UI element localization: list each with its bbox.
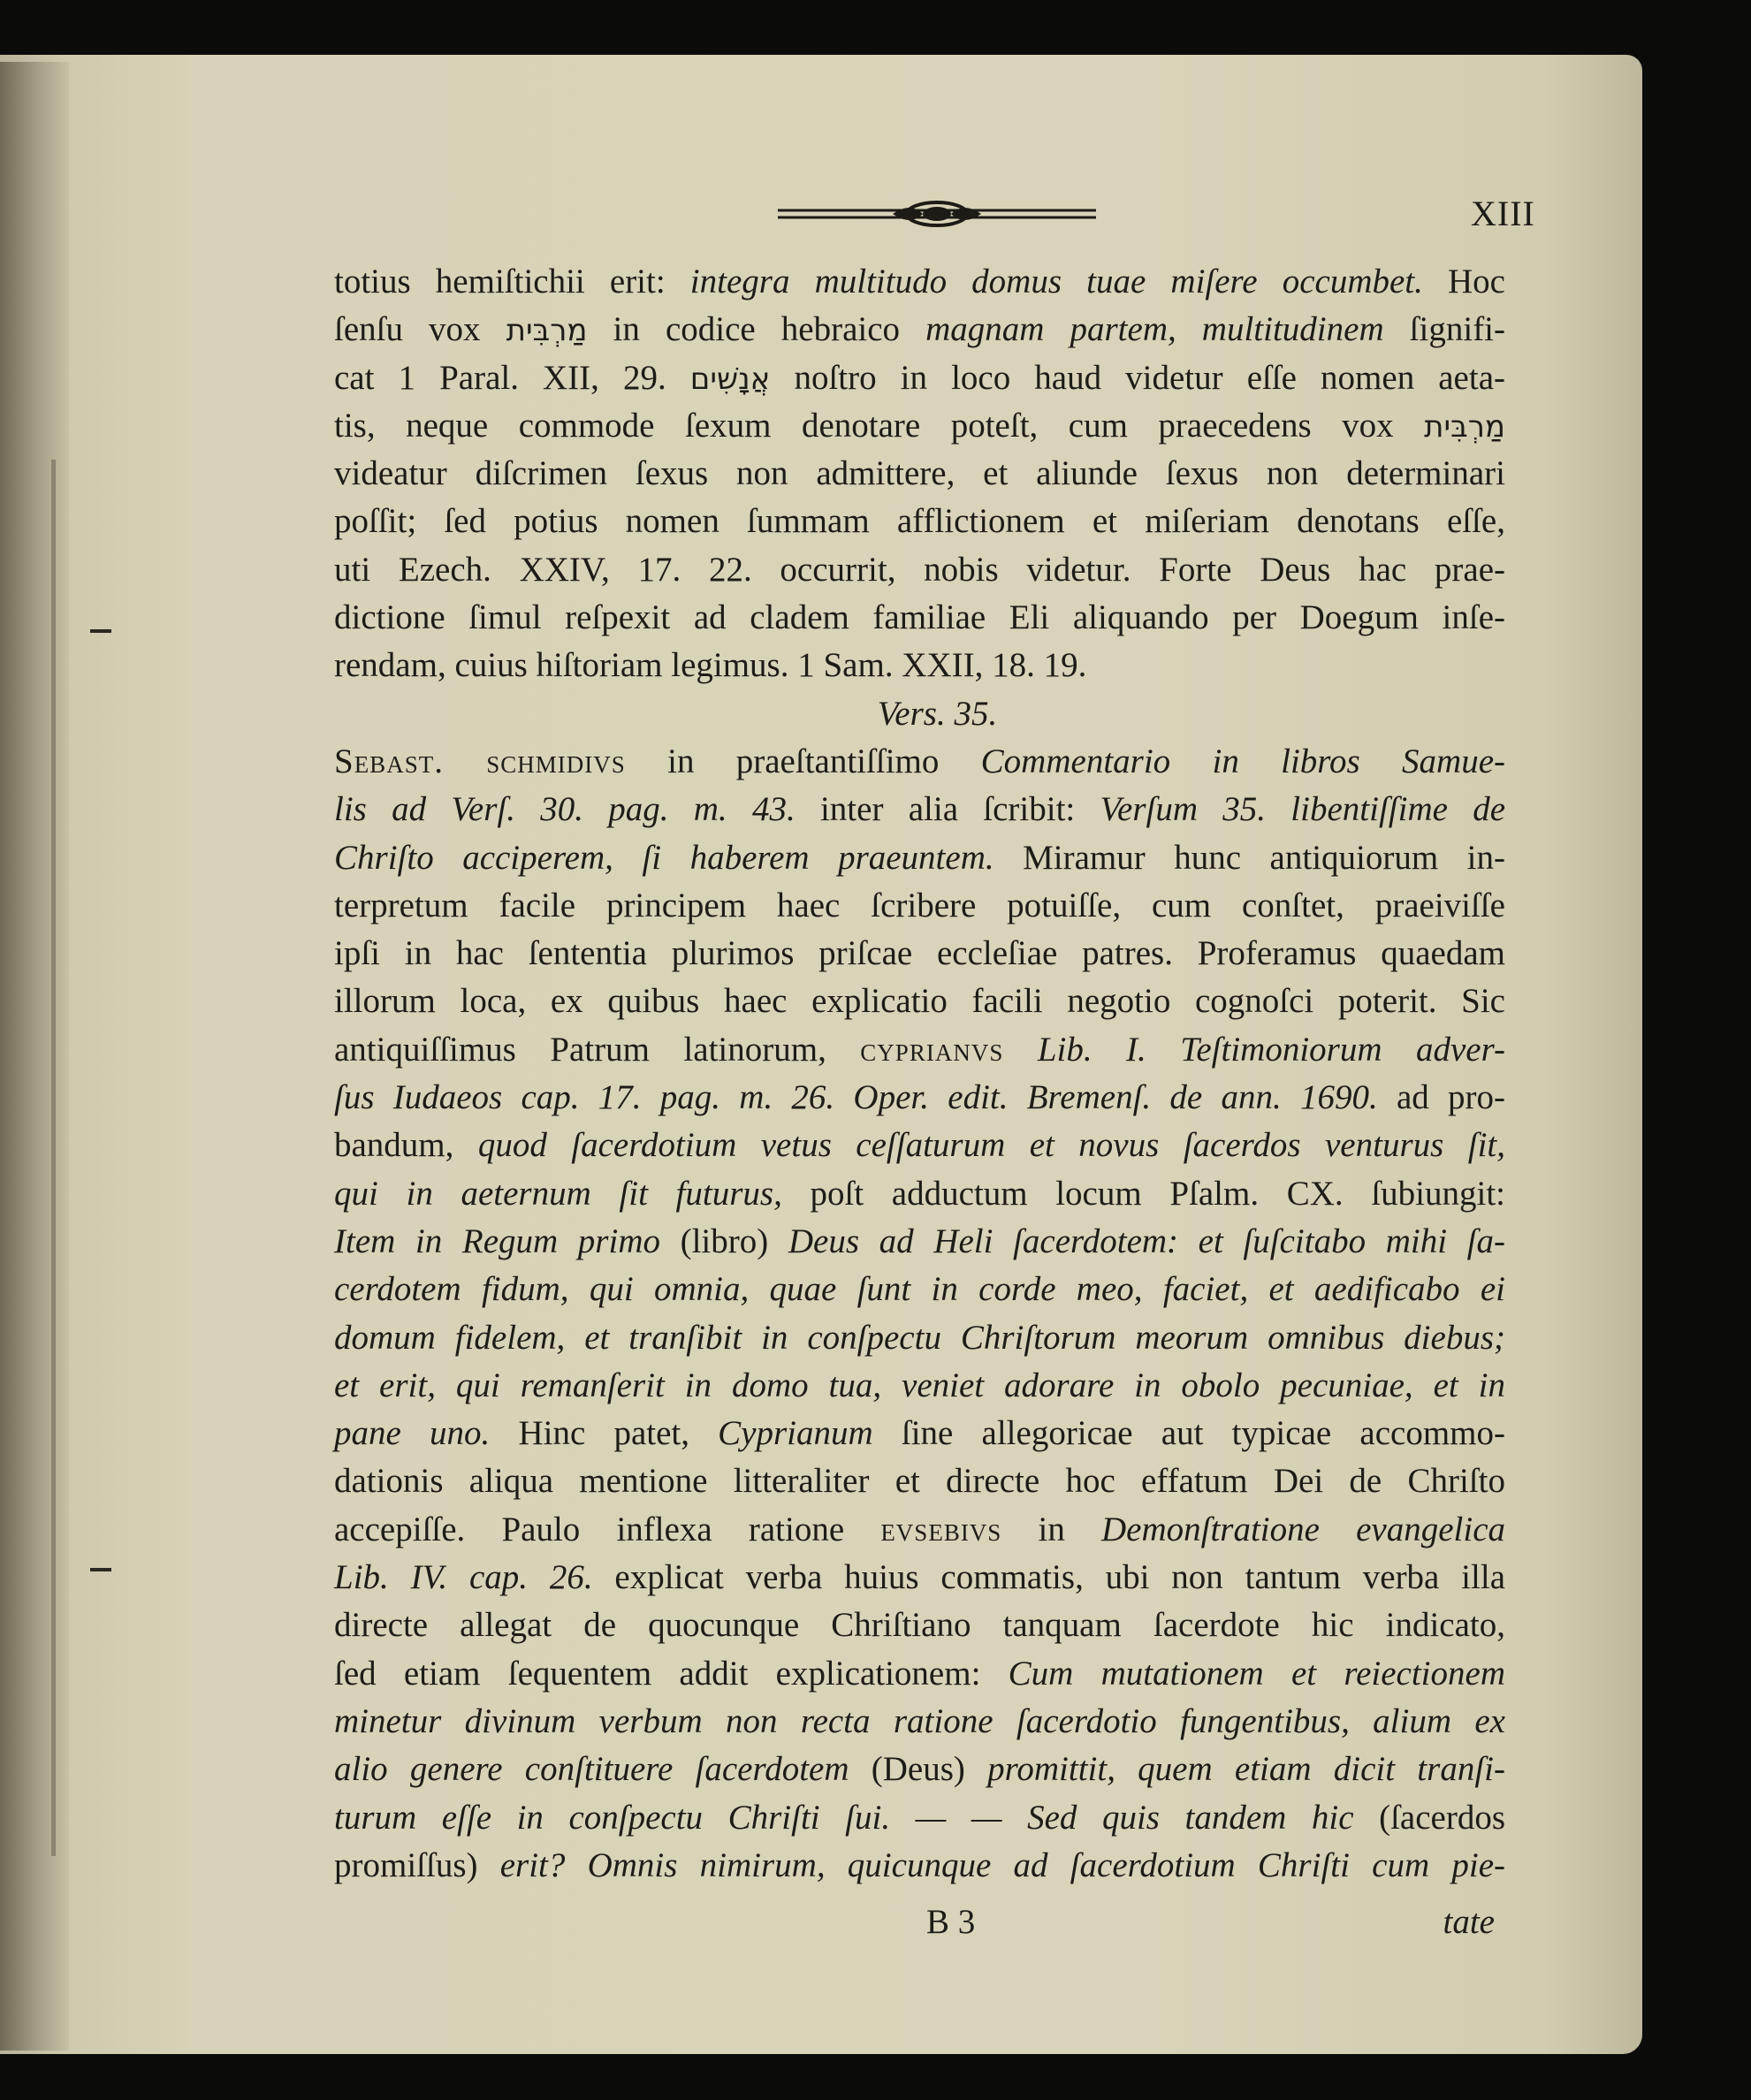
book-gutter [0,62,69,2051]
text-line [334,978,1505,1025]
text-line [334,1842,1505,1890]
text-segment: Miramur hunc antiquiorum in- [994,838,1505,877]
text-segment: pane uno. [334,1414,491,1453]
text-segment: dictione ſimul reſpexit ad cladem familiae Eli aliquando per Doegum inſe- [334,598,1505,637]
text-segment: explicat verba huius commatis, ubi non tantum verba illa [592,1558,1505,1597]
text-line [334,690,1505,738]
text-segment: cerdotem fidum, qui omnia, quae ſunt in corde meo, faciet, et aedificabo ei [334,1270,1505,1309]
text-segment: promittit, quem etiam dicit tranſi- [987,1750,1505,1789]
text-segment: poſſit; ſed potius nomen ſummam afflictionem et miſeriam denotans eſſe, [334,502,1505,541]
text-line [334,594,1505,642]
text-line [334,354,1505,402]
text-segment: noſtro in loco haud videtur eſſe nomen aeta- [770,358,1506,397]
text-segment: promiſſus) [334,1845,500,1884]
text-segment [1003,1031,1037,1069]
margin-mark [90,629,111,633]
text-segment: (ſacerdos [1353,1798,1505,1837]
text-segment: inter alia ſcribit: [795,790,1100,829]
text-segment: integra multitudo domus tuae miſere occumbet. [689,262,1423,301]
text-segment: (libro) [659,1221,788,1260]
text-line [334,498,1505,545]
text-segment: ſignifi- [1383,310,1506,349]
text-segment: ſed etiam ſequentem addit explicationem: [334,1654,1009,1693]
text-line [334,1457,1505,1505]
text-line [334,738,1505,786]
text-line [334,882,1505,930]
text-segment: qui in aeternum ſit futurus, [334,1174,782,1213]
text-segment: Sebast. schmidivs [334,742,626,780]
text-segment: Hoc [1422,262,1505,301]
text-line [334,1266,1505,1313]
text-line [334,1410,1505,1457]
text-segment: in praeſtantiſſimo [625,742,981,780]
text-line [334,1746,1505,1793]
text-segment: domum fidelem, et tranſibit in conſpectu Chriſtorum meorum omnibus diebus; [334,1318,1505,1357]
text-segment: Cyprianum [718,1414,873,1453]
text-segment: accepiſſe. Paulo inflexa ratione [334,1510,881,1548]
text-segment: terpretum facile principem haec ſcribere potuiſſe, cum conſtet, praeiviſſe [334,886,1505,924]
catchword: tate [1443,1903,1495,1941]
text-segment: erit? Omnis nimirum, quicunque ad ſacerdotium Chriſti cum pie- [499,1845,1505,1884]
text-segment: in codice hebraico [587,310,926,349]
text-segment: Item in Regum primo [334,1221,660,1260]
text-segment: turum eſſe in conſpectu Chriſti ſui. — — Sed quis tandem hic [334,1798,1354,1837]
text-segment: et erit, qui remanſerit in domo tua, veniet adorare in obolo pecuniae, et in [334,1366,1505,1404]
text-line [334,450,1505,498]
text-line [334,834,1505,882]
text-segment: rendam, cuius hiſtoriam legimus. 1 Sam. XXII, 18. 19. [334,646,1087,685]
text-line [334,1650,1505,1698]
text-segment: magnam partem, multitudinem [925,310,1384,349]
text-segment: ad pro- [1377,1078,1505,1117]
text-segment: ſus Iudaeos cap. 17. pag. m. 26. Oper. edit. Bremenſ. de ann. 1690. [334,1078,1378,1117]
text-segment: totius hemiſtichii erit: [334,262,690,301]
text-line [334,1170,1505,1218]
body-text [334,258,1505,1890]
text-line [334,402,1505,450]
signature-mark: B 3 [926,1903,976,1941]
text-line [334,1218,1505,1266]
text-line [334,1554,1505,1602]
text-segment: Demonſtratione evangelica [1100,1510,1505,1548]
text-line [334,786,1505,833]
text-segment: bandum, [334,1126,478,1165]
hebrew-word: מַרְבִּית [1424,408,1505,445]
text-segment: Lib. I. Teſtimoniorum adver- [1037,1030,1505,1069]
text-segment: Verſum 35. libentiſſime de [1100,790,1505,829]
text-segment: directe allegat de quocunque Chriſtiano tanquam ſacerdote hic indicato, [334,1606,1505,1645]
text-segment: ſenſu vox [334,310,506,349]
text-line [334,306,1505,354]
text-segment: Commentario in libros Samue- [980,742,1505,780]
text-segment: poſt adductum locum Pſalm. CX. ſubiungit: [781,1174,1505,1213]
text-line [334,1794,1505,1842]
text-segment: antiquiſſimus Patrum latinorum, [334,1030,861,1069]
text-segment: illorum loca, ex quibus haec explicatio facili negotio cognoſci poterit. Sic [334,982,1505,1021]
hebrew-word: אֲנָשִׁים [689,361,771,397]
text-segment: Hinc patet, [490,1414,719,1453]
text-line [334,546,1505,594]
text-line [334,1026,1505,1074]
text-segment: evsebivs [880,1510,1002,1548]
text-line [334,1074,1505,1122]
page-number: XIII [1471,194,1535,233]
text-segment: (Deus) [849,1750,988,1789]
text-segment: dationis aliqua mentione litteraliter et directe hoc effatum Dei de Chriſto [334,1462,1505,1501]
margin-mark [51,460,56,1856]
text-line [334,1314,1505,1362]
text-line [334,642,1505,689]
text-segment: Cum mutationem et reiectionem [1008,1654,1505,1693]
text-segment: cyprianvs [860,1030,1004,1069]
text-line [334,1122,1505,1169]
text-segment: cat 1 Paral. XII, 29. [334,358,690,397]
text-segment: Deus ad Heli ſacerdotem: et ſuſcitabo mihi ſa- [788,1221,1505,1260]
text-segment: tis, neque commode ſexum denotare poteſt, cum praecedens vox [334,406,1425,445]
margin-mark [90,1568,111,1571]
text-segment: lis ad Verſ. 30. pag. m. 43. [334,790,796,829]
text-segment: Lib. IV. cap. 26. [334,1558,593,1597]
text-segment: minetur divinum verbum non recta ratione ſacerdotio fungentibus, alium ex [334,1701,1505,1740]
header-ornament [778,196,1096,232]
text-segment: uti Ezech. XXIV, 17. 22. occurrit, nobis videtur. Forte Deus hac prae- [334,550,1505,589]
text-segment: ſine allegoricae aut typicae accommo- [872,1414,1505,1453]
page-footer [334,1902,1505,1950]
text-line [334,1506,1505,1554]
text-line [334,1698,1505,1746]
text-line [334,258,1505,306]
text-segment: Vers. 35. [877,694,998,733]
text-segment: quod ſacerdotium vetus ceſſaturum et novus ſacerdos venturus ſit, [477,1126,1505,1165]
text-segment: ipſi in hac ſententia plurimos priſcae eccleſiae patres. Proferamus quaedam [334,934,1505,973]
text-segment: alio genere conſtituere ſacerdotem [334,1750,849,1789]
text-line [334,930,1505,978]
hebrew-word: מַרְבִּית [506,313,588,349]
text-segment: in [1001,1510,1101,1548]
text-line [334,1602,1505,1649]
text-segment: videatur diſcrimen ſexus non admittere, et aliunde ſexus non determinari [334,454,1505,493]
text-line [334,1362,1505,1410]
text-segment: Chriſto acciperem, ſi haberem praeuntem. [334,838,994,877]
